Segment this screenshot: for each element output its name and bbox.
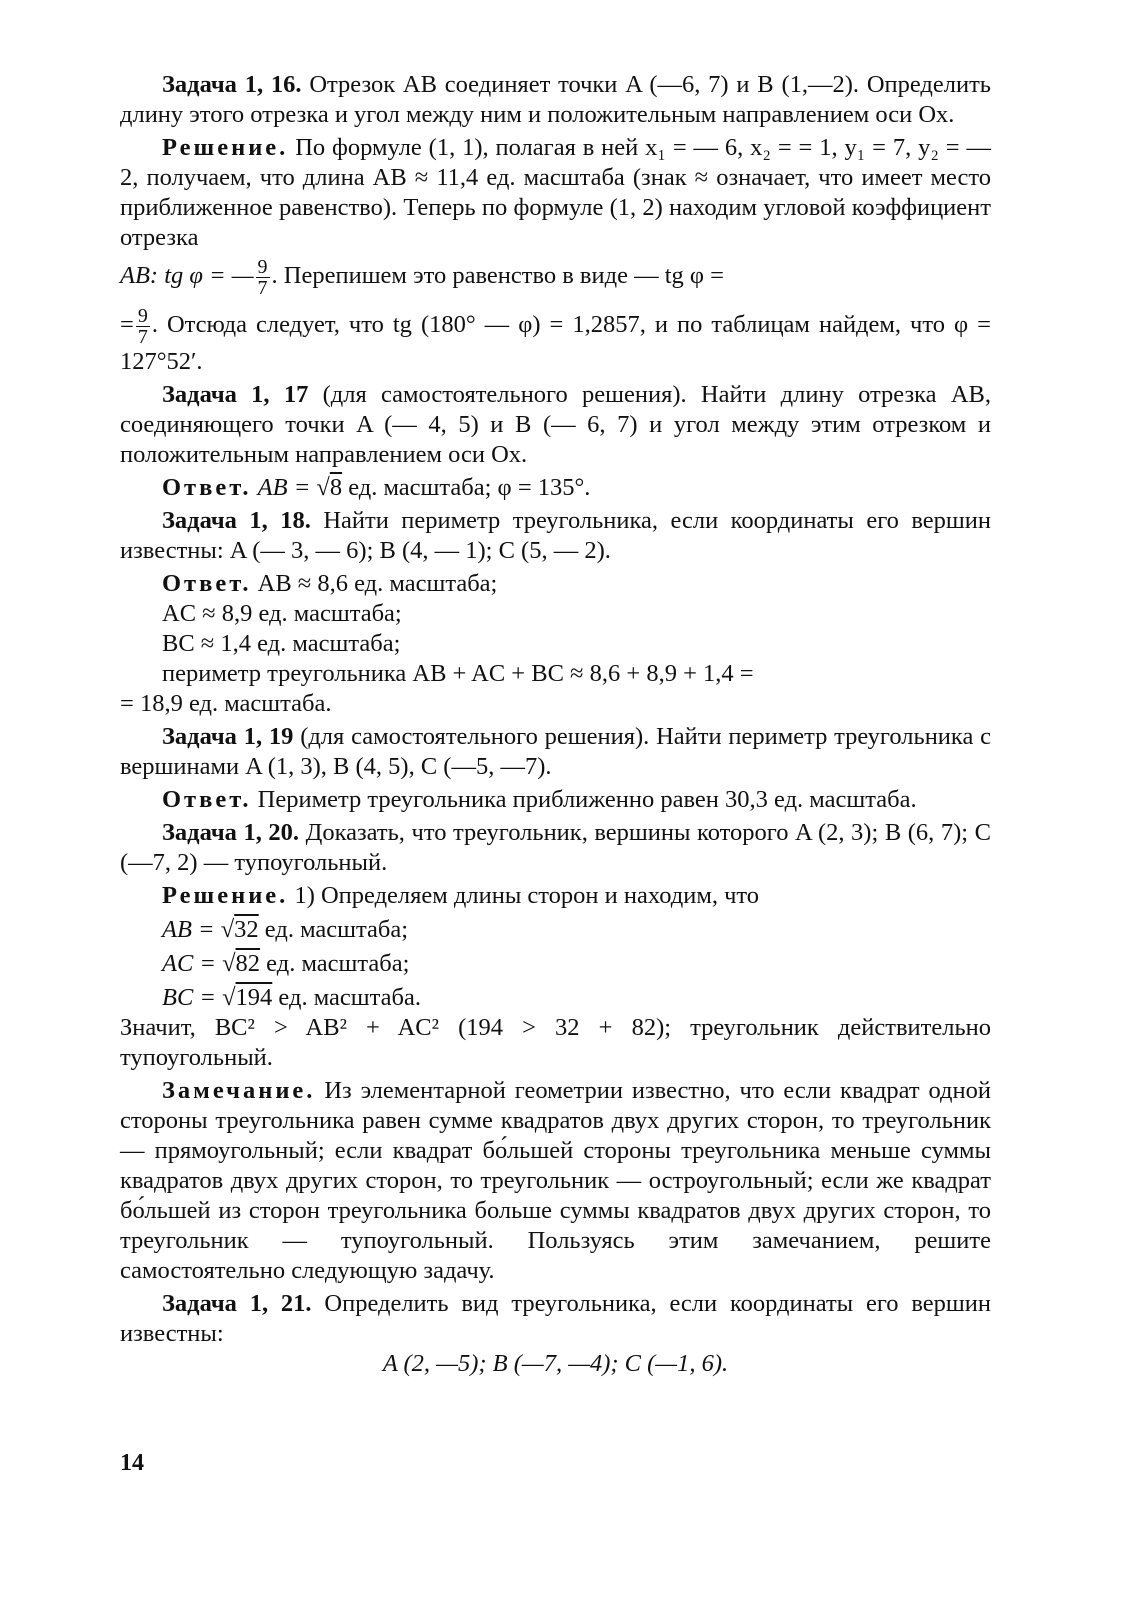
side-ab bbox=[120, 915, 991, 945]
problem-label: Задача 1, 21. bbox=[162, 1290, 312, 1317]
remark-text: Из элементарной геометрии известно, что если квадрат одной стороны треугольника равен сумме квадратов двух других сторон, то треугольник — прямоугольный; если квадрат бо́льшей стороны треугольника меньше суммы квадратов двух других сторон, то треугольник — остроугольный; если же квадрат бо́льшей из сторон треугольника больше суммы квадратов двух других сторон, то треугольник — тупоугольный. Пользуясь этим замечанием, решите самостоятельно следующую задачу. bbox=[120, 1077, 991, 1284]
problem-1-19 bbox=[120, 722, 991, 782]
problem-text: Отрезок AB соединяет точки A (—6, 7) и B (1,—2). Определить длину этого отрезка и угол между ним и положительным направлением оси Ox. bbox=[120, 71, 991, 128]
sqrt-sign: √ bbox=[316, 474, 330, 501]
solution-1-16-formula-line bbox=[120, 257, 991, 298]
side-bc bbox=[120, 983, 991, 1013]
side-ac-post: ед. масштаба; bbox=[260, 950, 410, 977]
side-bc-post: ед. масштаба. bbox=[272, 984, 421, 1011]
answer-line: = 18,9 ед. масштаба. bbox=[120, 690, 332, 717]
fraction-denominator: 7 bbox=[257, 277, 268, 299]
sqrt-value: 82 bbox=[235, 950, 261, 977]
side-bc-pre: BC = bbox=[162, 984, 223, 1011]
solution-conclusion: Значит, BC² > AB² + AC² (194 > 32 + 82); треугольник действительно тупоугольный. bbox=[120, 1014, 991, 1071]
solution-text: По формуле (1, 1), полагая в ней x₁ = — 6, x₂ = = 1, y₁ = 7, y₂ = — 2, получаем, что длина AB ≈ 11,4 ед. масштаба (знак ≈ означает, что имеет место приближенное равенство). Теперь по формуле (1, 2) находим угловой коэффициент отрезка bbox=[120, 134, 991, 251]
side-ab-pre: AB = bbox=[162, 916, 221, 943]
answer-line: периметр треугольника AB + AC + BC ≈ 8,6 + 8,9 + 1,4 = bbox=[162, 660, 754, 687]
solution-label: Решение. bbox=[162, 882, 289, 909]
problem-1-16 bbox=[120, 70, 991, 130]
fraction-numerator: 9 bbox=[137, 305, 148, 327]
problem-text: (для самостоятельного решения). Найти периметр треугольника с вершинами A (1, 3), B (4, 5), C (—5, —7). bbox=[120, 723, 991, 780]
answer-text: AB ≈ 8,6 ед. масштаба; bbox=[251, 570, 498, 597]
problem-1-18 bbox=[120, 506, 991, 566]
answer-line bbox=[120, 569, 991, 599]
fraction-numerator: 9 bbox=[257, 256, 268, 278]
problem-label: Задача 1, 18. bbox=[162, 507, 311, 534]
problem-text: Доказать, что треугольник, вершины которого A (2, 3); B (6, 7); C (—7, 2) — тупоугольный. bbox=[120, 819, 991, 876]
answer-label: Ответ. bbox=[162, 786, 252, 813]
fraction-9-7-second bbox=[136, 306, 150, 347]
solution-text: 1) Определяем длины сторон и находим, что bbox=[288, 882, 760, 909]
solution-line bbox=[120, 881, 991, 911]
problem-1-21-coordinates: A (2, —5); B (—7, —4); C (—1, 6). bbox=[382, 1350, 729, 1377]
sqrt-sign: √ bbox=[220, 916, 235, 943]
answer-label: Ответ. bbox=[162, 570, 252, 597]
fraction-9-7 bbox=[256, 257, 270, 298]
solution-1-16 bbox=[120, 133, 991, 253]
side-ab-post: ед. масштаба; bbox=[258, 916, 409, 943]
answer-1-19 bbox=[120, 785, 991, 815]
answer-1-18 bbox=[120, 569, 991, 719]
sqrt-value: 32 bbox=[234, 916, 259, 943]
remark-label: Замечание. bbox=[162, 1077, 316, 1104]
problem-text: Найти периметр треугольника, если координаты его вершин известны: A (— 3, — 6); B (4, — 1); C (5, — 2). bbox=[120, 507, 991, 564]
sqrt-sign: √ bbox=[222, 950, 236, 977]
result-post: . Отсюда следует, что tg (180° — φ) = 1,2857, и по таблицам найдем, что φ = 127°52′. bbox=[120, 311, 991, 375]
solution-label: Решение. bbox=[162, 134, 289, 161]
problem-label: Задача 1, 20. bbox=[162, 819, 300, 846]
problem-1-20 bbox=[120, 818, 991, 878]
answer-text: Периметр треугольника приближенно равен 30,3 ед. масштаба. bbox=[251, 786, 917, 813]
solution-1-16-result bbox=[120, 306, 991, 377]
solution-1-20 bbox=[120, 881, 991, 1073]
fraction-denominator: 7 bbox=[137, 326, 148, 348]
result-pre: = bbox=[120, 311, 134, 339]
problem-1-21 bbox=[120, 1289, 991, 1349]
answer-pre: AB = bbox=[251, 474, 317, 501]
side-ac bbox=[120, 949, 991, 979]
answer-line: AC ≈ 8,9 ед. масштаба; bbox=[162, 600, 402, 627]
problem-text: (для самостоятельного решения). Найти длину отрезка AB, соединяющего точки A (— 4, 5) и B (— 6, 7) и угол между этим отрезком и положительным направлением оси Ox. bbox=[120, 381, 991, 468]
problem-label: Задача 1, 17 bbox=[162, 381, 309, 408]
problem-1-17 bbox=[120, 380, 991, 470]
remark bbox=[120, 1076, 991, 1286]
sqrt-value: 8 bbox=[329, 474, 343, 501]
side-ac-pre: AC = bbox=[162, 950, 223, 977]
problem-text: Определить вид треугольника, если координаты его вершин известны: bbox=[120, 1290, 991, 1347]
answer-line: BC ≈ 1,4 ед. масштаба; bbox=[162, 630, 401, 657]
formula-pre: AB: tg φ = — bbox=[120, 262, 254, 290]
sqrt-value: 194 bbox=[235, 984, 273, 1011]
answer-1-17 bbox=[120, 473, 991, 503]
formula-post: . Перепишем это равенство в виде — tg φ = bbox=[271, 262, 724, 290]
page-number: 14 bbox=[120, 1450, 144, 1476]
problem-label: Задача 1, 19 bbox=[162, 723, 294, 750]
answer-post: ед. масштаба; φ = 135°. bbox=[342, 474, 591, 501]
problem-label: Задача 1, 16. bbox=[162, 71, 302, 98]
answer-label: Ответ. bbox=[162, 474, 252, 501]
sqrt-sign: √ bbox=[222, 984, 236, 1011]
